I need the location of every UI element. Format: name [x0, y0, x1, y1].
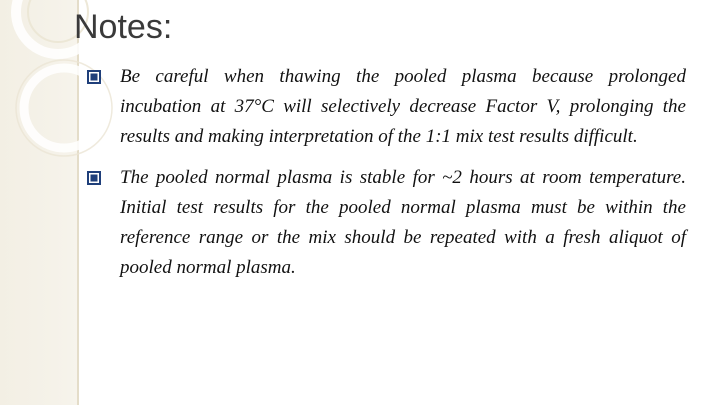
- note-text: The pooled normal plasma is stable for ~2 hours at room temperature. Initial test results for the pooled normal plasma must be within the reference range or the mix should be repeated with a fresh aliquot of pooled normal plasma.: [120, 167, 686, 278]
- list-item: [86, 62, 686, 152]
- square-checkbox-bullet-icon: [86, 69, 102, 85]
- note-text: Be careful when thawing the pooled plasma because prolonged incubation at 37°C will selectively decrease Factor V, prolonging the results and making interpretation of the 1:1 mix test results difficult.: [120, 66, 686, 147]
- square-checkbox-bullet-icon: [86, 170, 102, 186]
- notes-list: [86, 62, 686, 294]
- list-item: [86, 163, 686, 283]
- slide-title: Notes:: [74, 8, 173, 46]
